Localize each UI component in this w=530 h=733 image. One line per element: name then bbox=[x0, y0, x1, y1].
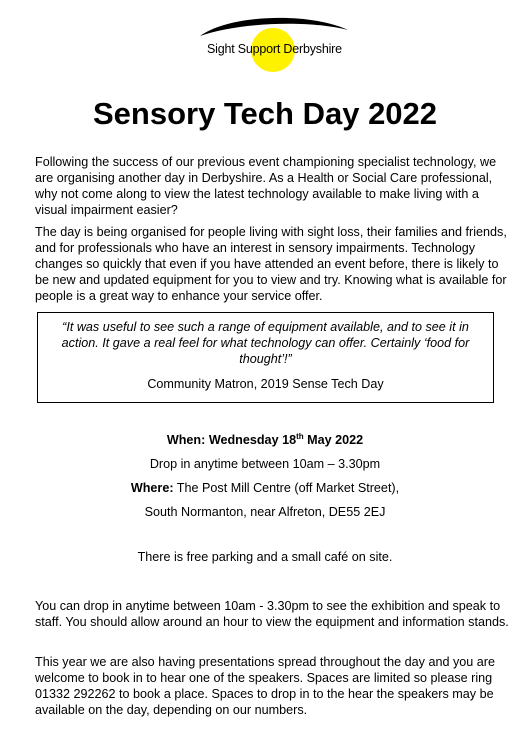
logo-text bbox=[207, 42, 342, 56]
logo-text-derbyshire: Derbyshire bbox=[280, 42, 342, 56]
logo-text-support: Support bbox=[237, 42, 281, 56]
page-title: Sensory Tech Day 2022 bbox=[92, 96, 438, 131]
testimonial-attribution: Community Matron, 2019 Sense Tech Day bbox=[147, 377, 384, 391]
event-location-label: Where: bbox=[130, 481, 174, 495]
drop-in-paragraph: You can drop in anytime between 10am - 3.30pm to see the exhibition and speak to staff. You should allow around an hour to view the equipment and information stands. bbox=[35, 599, 509, 629]
sight-support-logo bbox=[190, 12, 350, 74]
event-facilities: There is free parking and a small café on site. bbox=[137, 550, 393, 564]
event-location bbox=[0, 481, 530, 495]
presentations-paragraph: This year we are also having presentations spread throughout the day and you are welcome to book in to hear one of the speakers. Spaces are limited so please ring 01332 292262 to book a place. Spaces to drop in to the hear the speakers may be available on the day, depending on our numbers. bbox=[35, 655, 495, 717]
event-date bbox=[0, 432, 530, 447]
event-time: Drop in anytime between 10am – 3.30pm bbox=[149, 457, 381, 471]
intro-paragraph: Following the success of our previous event championing specialist technology, we are organising another day in Derbyshire. As a Health or Social Care professional, why not come along to view the latest technology available to make living with a visual impairment easier? bbox=[35, 155, 497, 217]
about-paragraph: The day is being organised for people living with sight loss, their families and friends, and for professionals who have an interest in sensory impairments. Technology changes so quickly that even if you have attended an event before, there is likely to be new and updated equipment for you to view and try. Knowing what is available for people is a great way to enhance your service offer. bbox=[35, 225, 507, 303]
testimonial-quote: “It was useful to see such a range of equipment available, and to see it in action. It gave a real feel for what technology can offer. Certainly ‘food for thought’!” bbox=[61, 320, 470, 366]
event-date-label: When: Wednesday 18 bbox=[166, 433, 297, 448]
logo-text-sight: Sight bbox=[207, 42, 238, 56]
event-address: South Normanton, near Alfreton, DE55 2EJ bbox=[144, 505, 386, 519]
event-date-suffix: th bbox=[296, 432, 304, 441]
event-date-rest: May 2022 bbox=[303, 433, 364, 448]
event-location-value: The Post Mill Centre (off Market Street), bbox=[173, 481, 400, 495]
testimonial-box bbox=[37, 312, 494, 403]
